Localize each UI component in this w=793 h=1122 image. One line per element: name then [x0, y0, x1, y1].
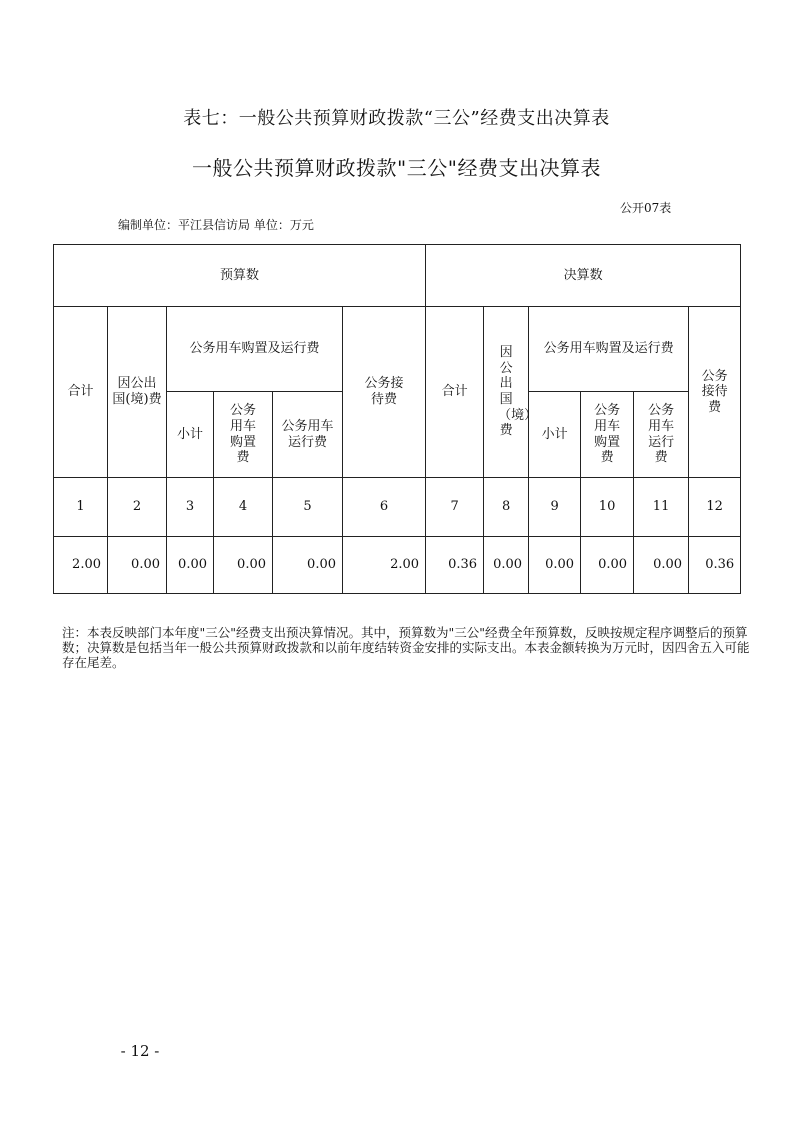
final-total-header: 合计 — [426, 307, 484, 478]
value-cell: 0.36 — [426, 537, 484, 594]
budget-reception-header: 公务接待费 — [343, 307, 426, 478]
expenditure-table — [53, 244, 741, 594]
budget-total-header: 合计 — [54, 307, 108, 478]
final-header: 决算数 — [426, 245, 741, 307]
table-row — [54, 307, 741, 392]
budget-vehicle-header: 公务用车购置及运行费 — [167, 307, 343, 392]
column-number: 12 — [689, 478, 741, 537]
document-heading: 表七：一般公共预算财政拨款“三公”经费支出决算表 — [183, 108, 610, 129]
column-number: 4 — [214, 478, 273, 537]
value-cell: 0.36 — [689, 537, 741, 594]
table-row — [54, 245, 741, 307]
value-cell: 0.00 — [529, 537, 581, 594]
column-number-row — [54, 478, 741, 537]
column-number: 11 — [634, 478, 689, 537]
value-cell: 2.00 — [54, 537, 108, 594]
value-cell: 0.00 — [108, 537, 167, 594]
column-number: 9 — [529, 478, 581, 537]
value-row — [54, 537, 741, 594]
column-number: 5 — [273, 478, 343, 537]
budget-abroad-header: 因公出国(境)费 — [108, 307, 167, 478]
budget-vehicle-operation-header: 公务用车运行费 — [273, 392, 343, 478]
column-number: 2 — [108, 478, 167, 537]
page-number: - 12 - — [120, 1042, 160, 1060]
column-number: 6 — [343, 478, 426, 537]
value-cell: 0.00 — [167, 537, 214, 594]
unit-line: 编制单位：平江县信访局 单位：万元 — [118, 218, 314, 232]
final-vehicle-header: 公务用车购置及运行费 — [529, 307, 689, 392]
value-cell: 2.00 — [343, 537, 426, 594]
final-vehicle-purchase-header: 公务用车购置费 — [581, 392, 634, 478]
final-reception-header: 公务接待费 — [689, 307, 741, 478]
footnote: 注：本表反映部门本年度"三公"经费支出预决算情况。其中，预算数为"三公"经费全年预算数，反映按规定程序调整后的预算数；决算数是包括当年一般公共预算财政拨款和以前年度结转资金安排的实际支出。本表金额转换为万元时，因四舍五入可能存在尾差。 — [62, 625, 750, 670]
budget-header: 预算数 — [54, 245, 426, 307]
column-number: 1 — [54, 478, 108, 537]
final-abroad-header: 因公出国（境）费 — [484, 307, 529, 478]
table-title: 一般公共预算财政拨款"三公"经费支出决算表 — [192, 156, 601, 180]
final-vehicle-operation-header: 公务用车运行费 — [634, 392, 689, 478]
value-cell: 0.00 — [214, 537, 273, 594]
column-number: 8 — [484, 478, 529, 537]
value-cell: 0.00 — [634, 537, 689, 594]
final-subtotal-header: 小计 — [529, 392, 581, 478]
column-number: 7 — [426, 478, 484, 537]
value-cell: 0.00 — [484, 537, 529, 594]
budget-subtotal-header: 小计 — [167, 392, 214, 478]
column-number: 10 — [581, 478, 634, 537]
budget-vehicle-purchase-header: 公务用车购置费 — [214, 392, 273, 478]
value-cell: 0.00 — [581, 537, 634, 594]
column-number: 3 — [167, 478, 214, 537]
table-code: 公开07表 — [620, 201, 672, 215]
value-cell: 0.00 — [273, 537, 343, 594]
